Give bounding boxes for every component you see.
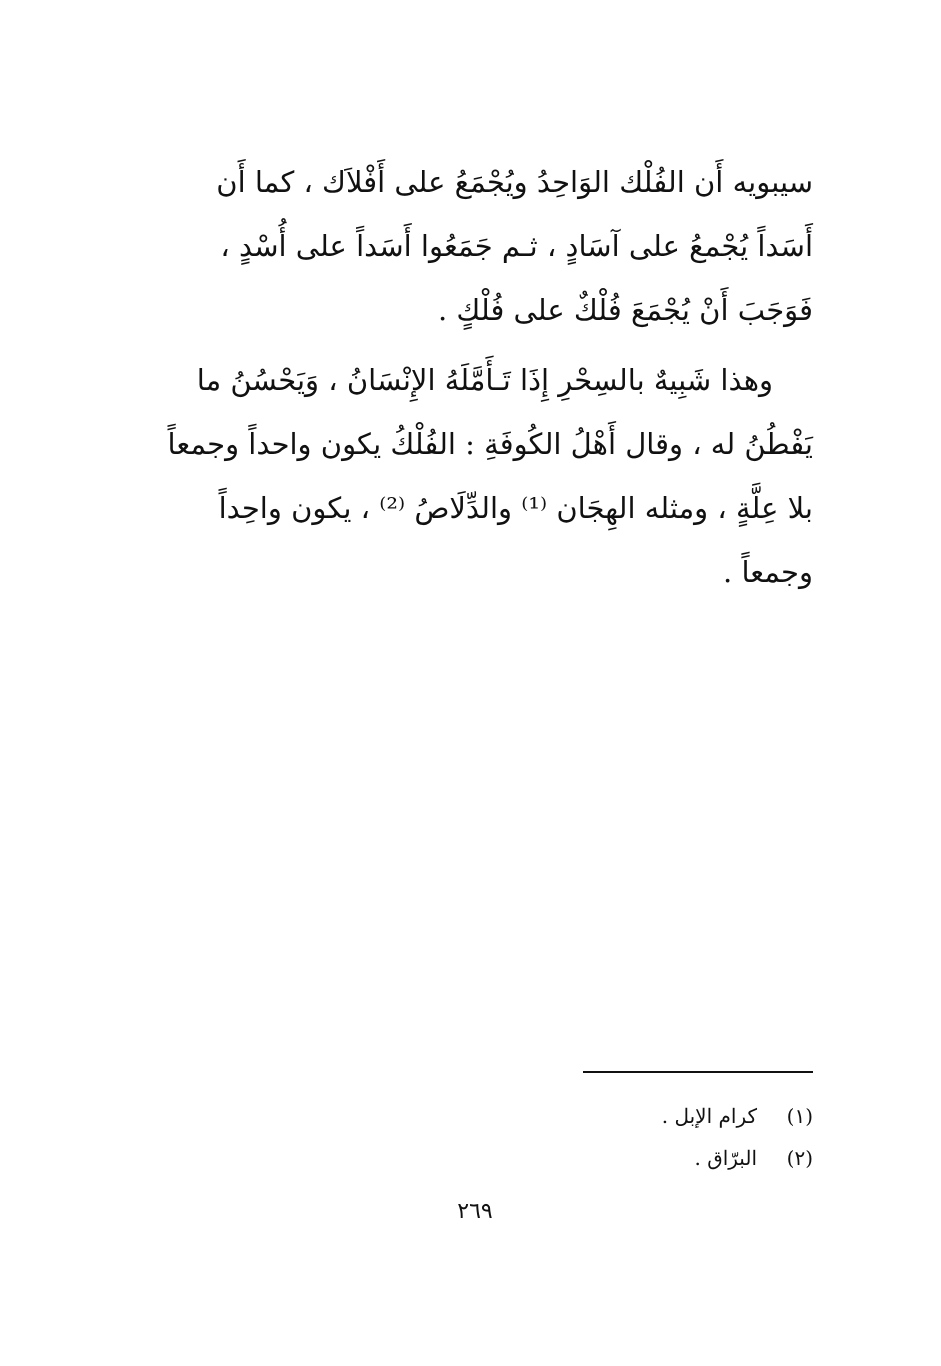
paragraph-2 xyxy=(125,348,813,604)
text-line: أَسَداً يُجْمعُ على آسَادٍ ، ثـم جَمَعُوا أَسَداً على أُسْدٍ ، xyxy=(220,229,813,263)
footnote-separator xyxy=(583,1071,813,1073)
footnote-text: كرام الإبل . xyxy=(661,1104,757,1128)
text-line: وهذا شَبِيهٌ بالسِحْرِ إِذَا تَـأَمَّلَهُ الإِنْسَانُ ، وَيَحْسُنُ ما xyxy=(196,363,773,397)
footnote-item xyxy=(513,1095,813,1137)
footnote-number: (١) xyxy=(786,1104,813,1128)
text-line: بلا عِلَّةٍ ، ومثله الهِجَان ⁽¹⁾ والدِّلَاصُ ⁽²⁾ ، يكون واحِداً xyxy=(218,491,813,525)
main-text xyxy=(125,150,813,604)
text-line: يَفْطُنُ له ، وقال أَهْلُ الكُوفَةِ : الفُلْكُ يكون واحداً وجمعاً xyxy=(167,427,813,461)
text-line: وجمعاً . xyxy=(723,555,813,589)
page-number: ٢٦٩ xyxy=(457,1199,493,1224)
footnotes xyxy=(513,1095,813,1179)
text-line: فَوَجَبَ أَنْ يُجْمَعَ فُلْكٌ على فُلْكٍ . xyxy=(437,293,813,327)
footnote-text: البرّاق . xyxy=(694,1146,757,1170)
footnote-item xyxy=(513,1137,813,1179)
footnote-number: (٢) xyxy=(786,1146,813,1170)
paragraph-1 xyxy=(125,150,813,342)
text-line: سيبويه أَن الفُلْك الوَاحِدُ ويُجْمَعُ على أَفْلاَك ، كما أَن xyxy=(216,165,813,199)
